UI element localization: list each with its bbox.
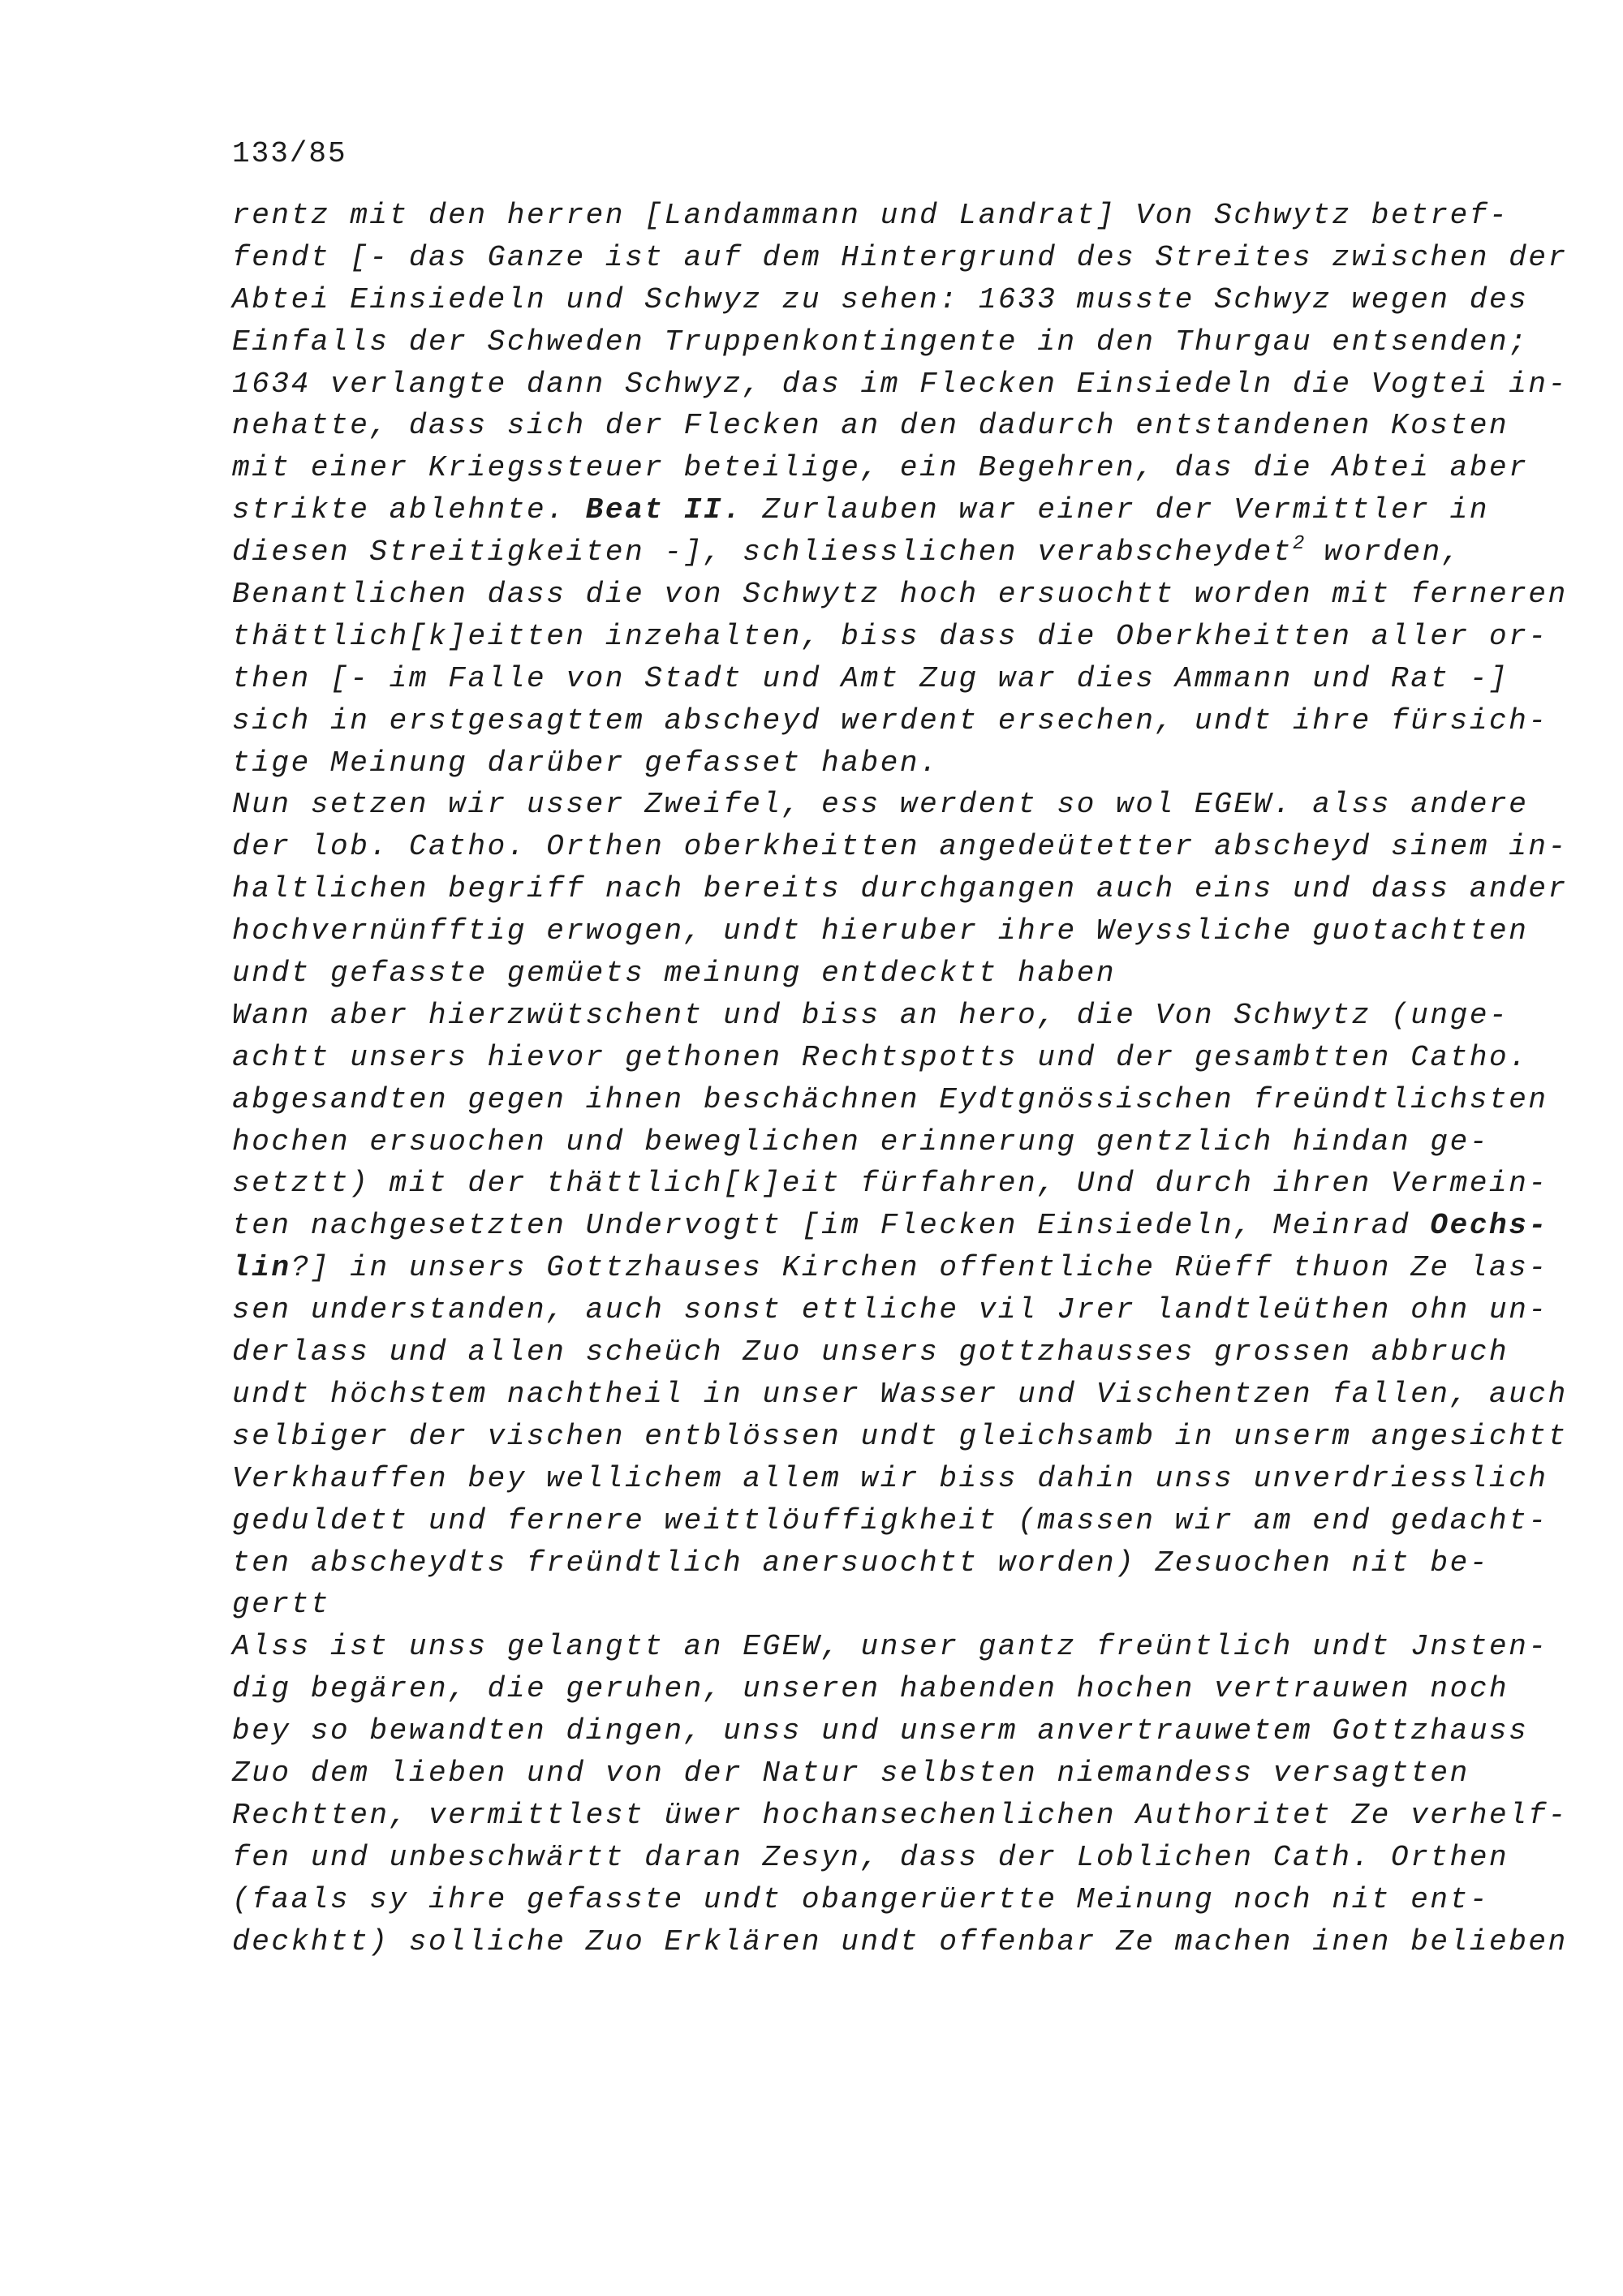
text-segment: hochvernünfftig erwogen, undt hieruber ihre Weyssliche guotachtten (232, 914, 1529, 948)
text-line (232, 237, 1568, 279)
text-line (232, 1710, 1529, 1752)
bold-name: Oechs- (1430, 1209, 1548, 1243)
text-line (232, 1921, 1568, 1963)
text-line (232, 1837, 1509, 1879)
text-line (232, 1374, 1568, 1416)
text-segment: setztt) mit der thättlich[k]eit fürfahren, Und durch ihren Vermein- (232, 1167, 1548, 1201)
text-line (232, 700, 1548, 742)
text-segment: rentz mit den herren [Landammann und Landrat] Von Schwytz betref- (232, 199, 1509, 232)
body-text (232, 195, 1568, 1963)
footnote-marker: 2 (1293, 533, 1305, 556)
text-line (232, 1037, 1529, 1079)
text-line (232, 447, 1529, 489)
text-line (232, 1752, 1474, 1795)
text-segment: achtt unsers hievor gethonen Rechtspotts und der gesambtten Catho. (232, 1040, 1529, 1074)
text-segment: worden, (1304, 535, 1462, 570)
text-line (232, 489, 1490, 531)
text-segment: diesen Streitigkeiten -], schliesslichen verabscheydet (232, 535, 1293, 570)
text-line (232, 574, 1568, 616)
text-line (232, 531, 1474, 574)
text-line (232, 1542, 1490, 1584)
text-line (232, 279, 1529, 321)
text-segment: undt gefasste gemüets meinung entdecktt haben (232, 957, 1117, 991)
text-segment: 1634 verlangte dann Schwyz, das im Flecken Einsiedeln die Vogtei in- (232, 367, 1568, 401)
text-segment: selbiger der vischen entblössen undt gleichsamb in unserm angesichtt (232, 1419, 1568, 1453)
text-line (232, 195, 1509, 237)
text-segment: hochen ersuochen und beweglichen erinnerung gentzlich hindan ge- (232, 1124, 1490, 1159)
text-line (232, 1205, 1548, 1247)
text-line (232, 1795, 1568, 1837)
text-segment: haltlichen begriff nach bereits durchgangen auch eins und dass ander (232, 872, 1568, 906)
text-line (232, 321, 1529, 363)
text-segment: Nun setzen wir usser Zweifel, ess werdent so wol EGEW. alss andere (232, 788, 1529, 822)
text-segment: mit einer Kriegssteuer beteilige, ein Begehren, das die Abtei aber (232, 451, 1529, 485)
text-line (232, 1079, 1548, 1121)
text-line (232, 405, 1509, 447)
text-segment: deckhtt) solliche Zuo Erklären undt offenbar Ze machen inen belieben (232, 1924, 1568, 1958)
text-segment: dig begären, die geruhen, unseren habenden hochen vertrauwen noch (232, 1672, 1509, 1706)
text-segment: nehatte, dass sich der Flecken an den dadurch entstandenen Kosten (232, 409, 1509, 443)
text-segment: ?] in unsers Gottzhauses Kirchen offentliche Rüeff thuon Ze las- (291, 1251, 1548, 1285)
text-segment: Verkhauffen bey wellichem allem wir biss dahin unss unverdriesslich (232, 1461, 1548, 1495)
text-line (232, 1458, 1548, 1500)
text-segment: thättlich[k]eitten inzehalten, biss dass die Oberkheitten aller or- (232, 619, 1548, 653)
text-segment: bey so bewandten dingen, unss und unserm anvertrauwetem Gottzhauss (232, 1714, 1529, 1748)
text-segment: Abtei Einsiedeln und Schwyz zu sehen: 1633 musste Schwyz wegen des (232, 282, 1529, 316)
text-segment: Zuo dem lieben und von der Natur selbsten niemandess versagtten (232, 1756, 1470, 1790)
text-line (232, 1331, 1509, 1374)
text-segment: Benantlichen dass die von Schwytz hoch ersuochtt worden mit ferneren (232, 578, 1568, 612)
text-segment: Alss ist unss gelangtt an EGEW, unser gantz freüntlich undt Jnsten- (232, 1630, 1548, 1664)
text-line (232, 742, 1474, 785)
text-line (232, 1584, 1474, 1626)
text-segment: strikte ablehnte. (232, 493, 586, 527)
text-segment: gertt (232, 1588, 331, 1622)
text-line (232, 784, 1529, 826)
text-segment: (faals sy ihre gefasste undt obangerüertte Meinung noch nit ent- (232, 1882, 1490, 1916)
text-segment: geduldett und fernere weittlöuffigkheit (massen wir am end gedacht- (232, 1503, 1548, 1537)
bold-name: Beat II. (585, 493, 743, 527)
text-segment: ten abscheydts freündtlich anersuochtt worden) Zesuochen nit be- (232, 1546, 1490, 1580)
text-line (232, 616, 1548, 658)
text-line (232, 363, 1568, 406)
text-segment: Rechtten, vermittlest üwer hochansechenlichen Authoritet Ze verhelf- (232, 1798, 1568, 1832)
text-line (232, 1626, 1548, 1668)
text-segment: sen understanden, auch sonst ettliche vil Jrer landtleüthen ohn un- (232, 1293, 1548, 1327)
text-line (232, 910, 1529, 952)
text-segment: then [- im Falle von Stadt und Amt Zug war dies Ammann und Rat -] (232, 661, 1509, 695)
text-segment: ten nachgesetzten Undervogtt [im Flecken Einsiedeln, Meinrad (232, 1209, 1431, 1243)
text-line (232, 1247, 1548, 1289)
text-segment: Einfalls der Schweden Truppenkontingente in den Thurgau entsenden; (232, 325, 1529, 359)
text-line (232, 1668, 1509, 1710)
bold-name: lin (232, 1251, 291, 1285)
text-line (232, 952, 1474, 995)
text-line (232, 1500, 1548, 1542)
text-line (232, 1416, 1568, 1458)
text-line (232, 1163, 1548, 1205)
text-segment: Zurlauben war einer der Vermittler in (743, 493, 1490, 527)
text-line (232, 868, 1568, 910)
text-line (232, 1879, 1490, 1921)
text-segment: abgesandten gegen ihnen beschächnen Eydtgnössischen freündtlichsten (232, 1082, 1548, 1116)
text-segment: Wann aber hierzwütschent und biss an hero, die Von Schwytz (unge- (232, 998, 1509, 1032)
text-segment: derlass und allen scheüch Zuo unsers gottzhausses grossen abbruch (232, 1335, 1509, 1369)
text-segment: tige Meinung darüber gefasset haben. (232, 746, 940, 780)
text-line (232, 1121, 1490, 1163)
page-number: 133/85 (232, 137, 347, 170)
text-segment: sich in erstgesagttem abscheyd werdent ersechen, undt ihre fürsich- (232, 703, 1548, 737)
text-segment: undt höchstem nachtheil in unser Wasser und Vischentzen fallen, auch (232, 1377, 1568, 1411)
text-segment: der lob. Catho. Orthen oberkheitten angedeütetter abscheyd sinem in- (232, 830, 1568, 864)
text-line (232, 1289, 1548, 1331)
text-segment: fendt [- das Ganze ist auf dem Hintergrund des Streites zwischen der (232, 240, 1568, 274)
text-segment: fen und unbeschwärtt daran Zesyn, dass der Loblichen Cath. Orthen (232, 1840, 1509, 1874)
text-line (232, 826, 1568, 868)
text-line (232, 995, 1509, 1037)
text-line (232, 658, 1509, 700)
